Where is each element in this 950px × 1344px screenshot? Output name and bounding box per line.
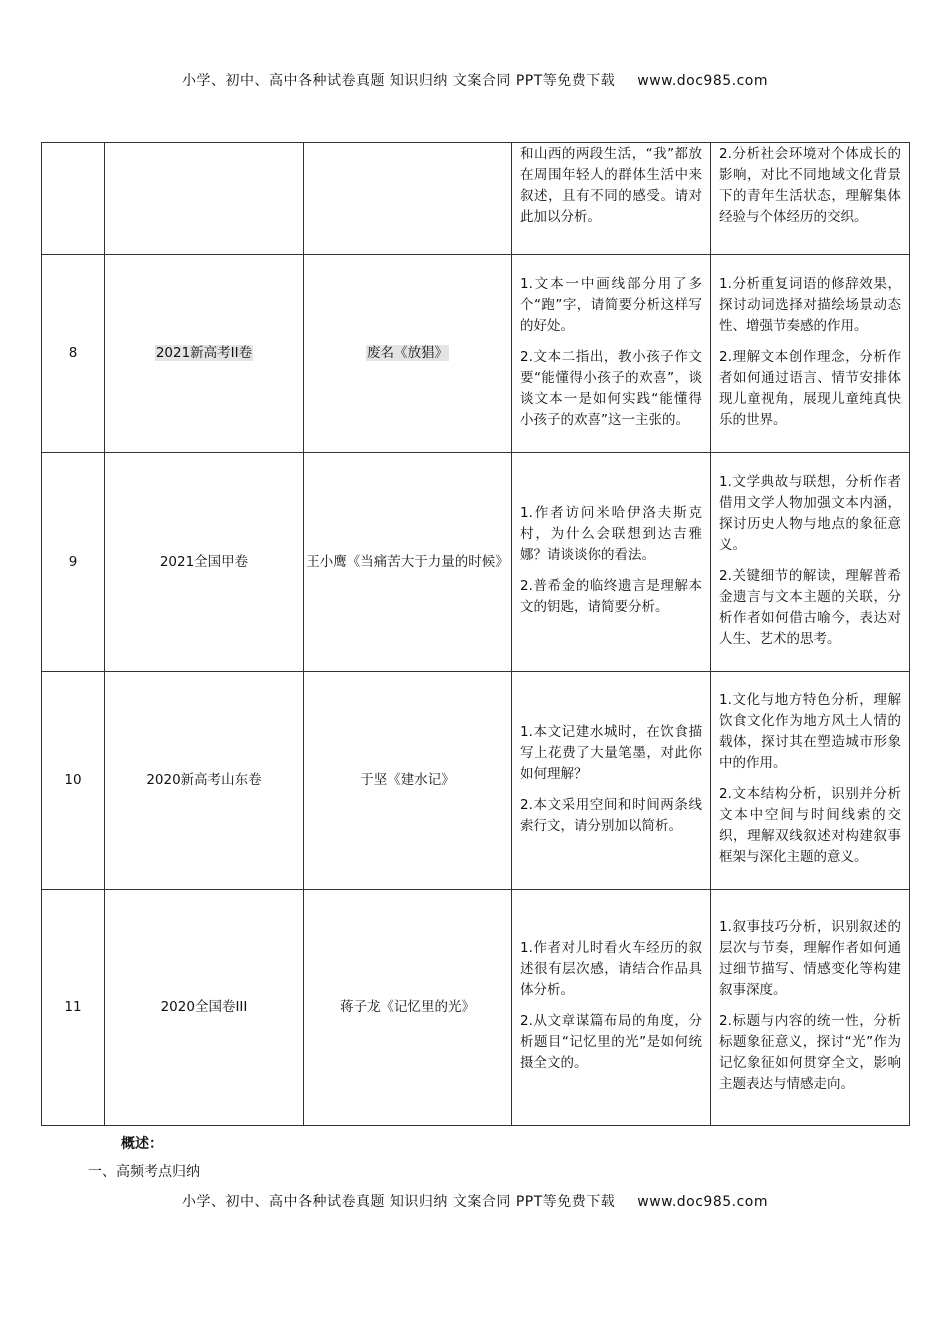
- analysis-text: 2.文本结构分析，识别并分析文本中空间与时间线索的交织，理解双线叙述对构建叙事框架与深化主题的意义。: [719, 786, 901, 865]
- question-text: 1.文本一中画线部分用了多个“跑”字，请简要分析这样写的好处。: [520, 275, 702, 334]
- table-row: [42, 143, 910, 255]
- header-text: 小学、初中、高中各种试卷真题 知识归纳 文案合同 PPT等免费下载: [181, 73, 616, 89]
- analysis-cell: [711, 143, 910, 255]
- analysis-cell: [711, 672, 910, 890]
- exam-source-text: 2021新高考II卷: [155, 345, 253, 361]
- question-text: 1.本文记建水城时，在饮食描写上花费了大量笔墨，对此你如何理解？: [520, 723, 702, 782]
- analysis-text: 1.分析重复词语的修辞效果，探讨动词选择对描绘场景动态性、增强节奏感的作用。: [719, 275, 901, 334]
- exam-source-cell: 2020新高考山东卷: [105, 672, 304, 890]
- exam-source-cell: 2021全国甲卷: [105, 453, 304, 672]
- analysis-text: 2.关键细节的解读，理解普希金遗言与文本主题的关联，分析作者如何借古喻今，表达对人生、艺术的思考。: [719, 567, 901, 647]
- analysis-text: 1.文化与地方特色分析，理解饮食文化作为地方风土人情的载体，探讨其在塑造城市形象中的作用。: [719, 692, 901, 771]
- question-cell: [512, 255, 711, 453]
- text-title-cell: [304, 255, 512, 453]
- table-row: [42, 890, 910, 1126]
- exam-analysis-table: [41, 142, 910, 1126]
- text-title: 废名《放猖》: [367, 345, 448, 361]
- row-number-cell: 9: [42, 453, 105, 672]
- text-title-cell: 于坚《建水记》: [304, 672, 512, 890]
- footer-site-link[interactable]: www.doc985.com: [637, 1194, 769, 1210]
- question-text: 2.普希金的临终遗言是理解本文的钥匙，请简要分析。: [520, 578, 702, 615]
- summary-heading: 概述：: [121, 1136, 163, 1152]
- question-cell: [512, 453, 711, 672]
- text-title-cell: 王小鹰《当痛苦大于力量的时候》: [304, 453, 512, 672]
- table-row: [42, 255, 910, 453]
- question-text: 2.本文采用空间和时间两条线索行文，请分别加以简析。: [520, 796, 702, 834]
- question-cell: [512, 672, 711, 890]
- header-site-link[interactable]: www.doc985.com: [637, 73, 769, 89]
- row-number-cell: 11: [42, 890, 105, 1126]
- analysis-text: 1.叙事技巧分析，识别叙述的层次与节奏，理解作者如何通过细节描写、情感变化等构建叙事深度。: [719, 919, 901, 998]
- page-header: [0, 70, 950, 90]
- analysis-cell: [711, 255, 910, 453]
- section-title: 一、高频考点归纳: [88, 1164, 200, 1180]
- analysis-text: 2.理解文本创作理念，分析作者如何通过语言、情节安排体现儿童视角，展现儿童纯真快乐的世界。: [719, 348, 901, 428]
- text-title-cell: [304, 143, 512, 255]
- exam-source-cell: [105, 255, 304, 453]
- question-text: 1.作者对儿时看火车经历的叙述很有层次感，请结合作品具体分析。: [520, 940, 702, 998]
- question-cell: [512, 890, 711, 1126]
- row-number-cell: 8: [42, 255, 105, 453]
- question-text: 2.从文章谋篇布局的角度，分析题目“记忆里的光”是如何统摄全文的。: [520, 1013, 702, 1071]
- analysis-cell: [711, 453, 910, 672]
- analysis-text: 2.标题与内容的统一性，分析标题象征意义，探讨“光”作为记忆象征如何贯穿全文，影响主题表达与情感走向。: [719, 1013, 901, 1092]
- question-text: 2.文本二指出，教小孩子作文要“能懂得小孩子的欢喜”，谈谈文本一是如何实践“能懂得小孩子的欢喜”这一主张的。: [520, 348, 702, 428]
- table-row: [42, 672, 910, 890]
- exam-source-cell: [105, 143, 304, 255]
- table-row: [42, 453, 910, 672]
- row-number-cell: 10: [42, 672, 105, 890]
- analysis-text: 1.文学典故与联想，分析作者借用文学人物加强文本内涵，探讨历史人物与地点的象征意义。: [719, 473, 901, 553]
- question-text: 和山西的两段生活，“我”都放在周围年轻人的群体生活中来叙述，且有不同的感受。请对此加以分析。: [520, 146, 702, 225]
- analysis-cell: [711, 890, 910, 1126]
- text-title-cell: 蒋子龙《记忆里的光》: [304, 890, 512, 1126]
- analysis-text: 2.分析社会环境对个体成长的影响，对比不同地域文化背景下的青年生活状态，理解集体经验与个体经历的交织。: [719, 146, 901, 225]
- question-text: 1.作者访问米哈伊洛夫斯克村，为什么会联想到达吉雅娜？请谈谈你的看法。: [520, 505, 702, 563]
- footer-text: 小学、初中、高中各种试卷真题 知识归纳 文案合同 PPT等免费下载: [181, 1194, 616, 1210]
- exam-source-cell: 2020全国卷III: [105, 890, 304, 1126]
- row-number-cell: [42, 143, 105, 255]
- page-footer: [0, 1191, 950, 1211]
- question-cell: [512, 143, 711, 255]
